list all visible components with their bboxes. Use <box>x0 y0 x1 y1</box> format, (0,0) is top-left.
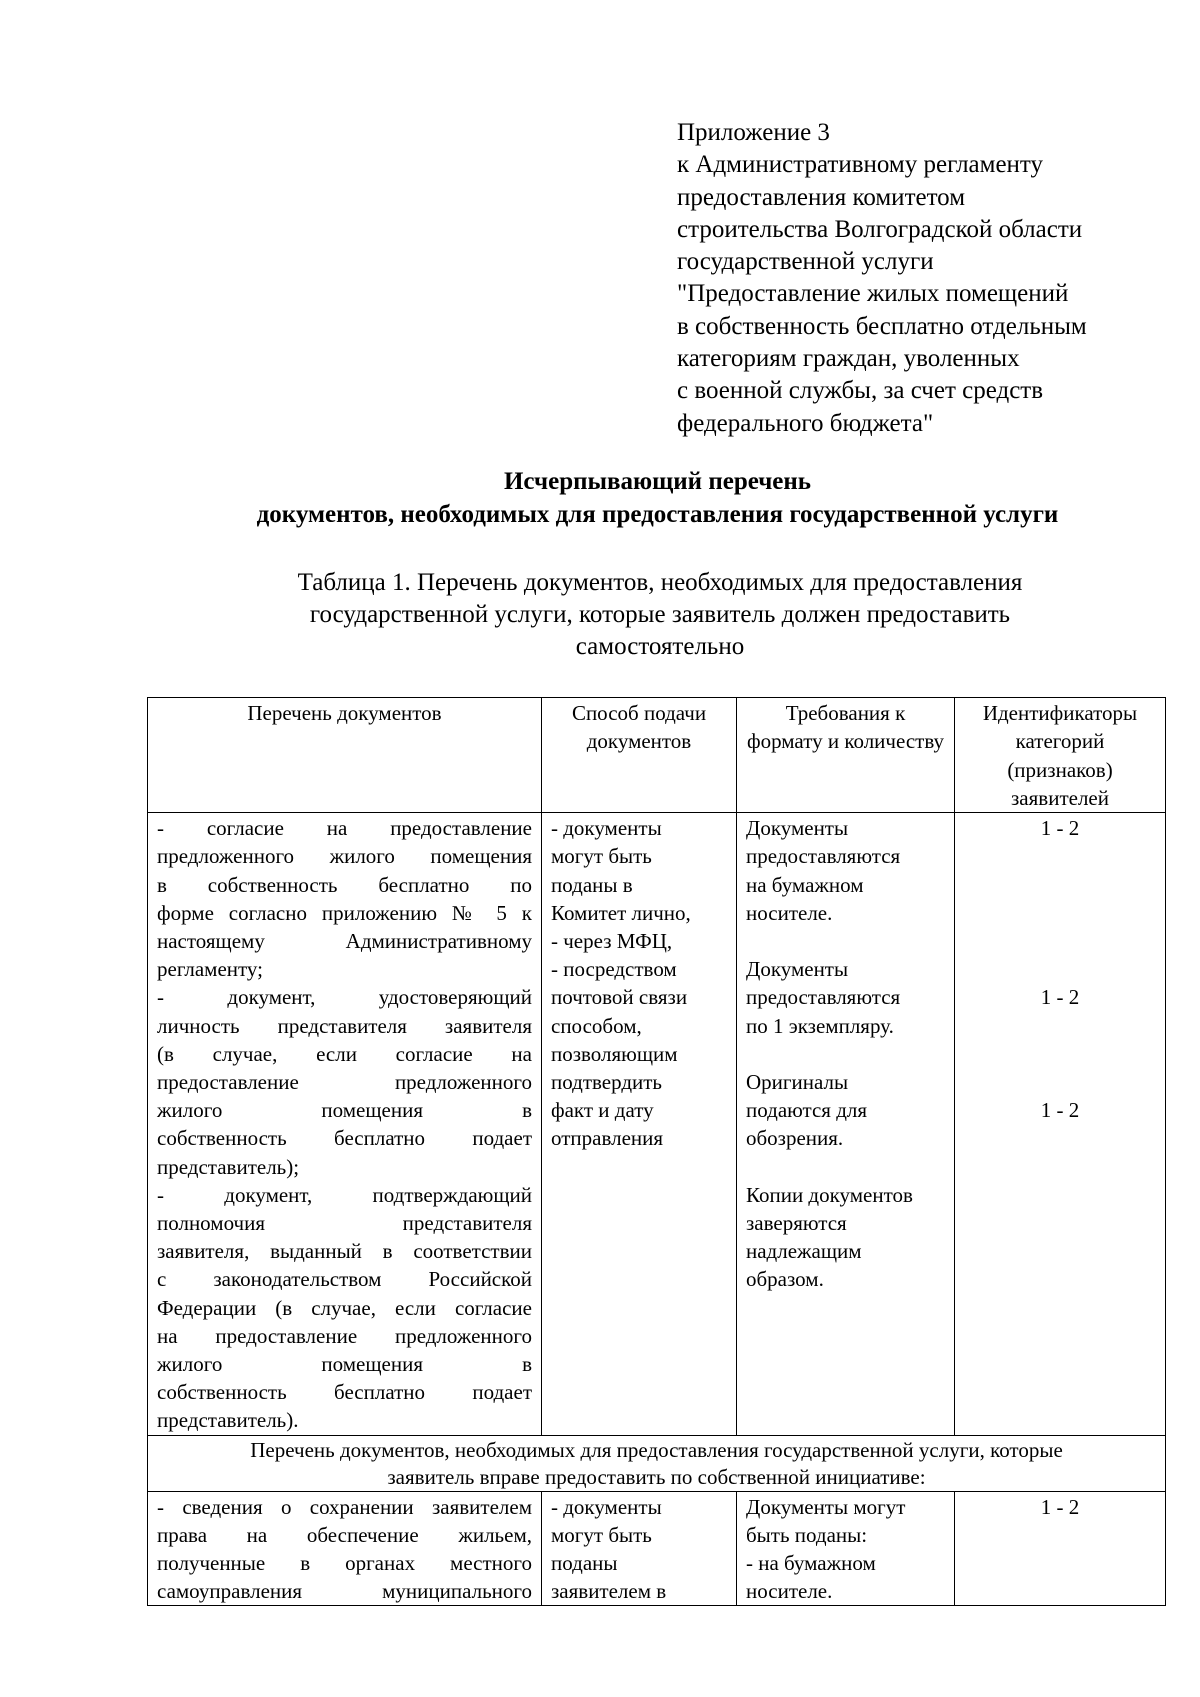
text-line: представитель); <box>157 1154 300 1179</box>
section-line-1: Перечень документов, необходимых для предоставления государственной услуги, которые <box>250 1437 1063 1462</box>
text-line: заверяются <box>746 1210 847 1235</box>
text-line: могут быть <box>551 844 652 869</box>
text-line: предоставление предложенного <box>157 1070 532 1095</box>
spacer <box>746 1040 945 1068</box>
header-applicant-ids: Идентификаторы категорий (признаков) заявителей <box>955 698 1166 813</box>
text-line: - на бумажном <box>746 1551 876 1576</box>
caption-line-1: Таблица 1. Перечень документов, необходимых для предоставления <box>297 569 1023 596</box>
text-line: носителе. <box>746 900 833 925</box>
table-caption <box>150 567 1170 663</box>
text-line: Федерации (в случае, если согласие <box>157 1295 532 1320</box>
text-line: позволяющим <box>551 1041 678 1066</box>
table-row <box>148 813 1166 1435</box>
text-line: предложенного жилого помещения <box>157 844 532 869</box>
requirements-cell <box>737 1491 955 1606</box>
text-line: предоставляются <box>746 844 901 869</box>
method-cell <box>542 1491 737 1606</box>
appendix-line: Приложение 3 <box>677 119 830 146</box>
text-line: отправления <box>551 1126 664 1151</box>
text-line: регламенту; <box>157 957 263 982</box>
text-line: Документы <box>746 957 849 982</box>
text-line: - документ, удостоверяющий <box>157 985 532 1010</box>
section-header-cell <box>148 1435 1166 1491</box>
text-line: Документы могут <box>746 1494 906 1519</box>
documents-cell <box>148 1491 542 1606</box>
text-line: заявителя, выданный в соответствии <box>157 1239 532 1264</box>
text-line: Комитет лично, <box>551 900 691 925</box>
text-line: могут быть <box>551 1522 652 1547</box>
text-line: - согласие на предоставление <box>157 816 532 841</box>
text-line: - документы <box>551 1494 662 1519</box>
text-line: носителе. <box>746 1579 833 1604</box>
text-line: факт и дату <box>551 1098 654 1123</box>
text-line: (в случае, если согласие на <box>157 1041 532 1066</box>
text-line: - документ, подтверждающий <box>157 1182 532 1207</box>
table-header-row <box>148 698 1166 813</box>
appendix-line: категориям граждан, уволенных <box>677 345 1020 373</box>
text-line: - сведения о сохранении заявителем <box>157 1494 532 1519</box>
text-line: быть поданы: <box>746 1522 868 1547</box>
title-line-2: документов, необходимых для предоставления государственной услуги <box>256 501 1059 528</box>
spacer <box>964 1012 1156 1040</box>
text-line: в собственность бесплатно по <box>157 872 532 897</box>
text-line: подтвердить <box>551 1070 663 1095</box>
method-cell <box>542 813 737 1435</box>
text-line: на бумажном <box>746 872 864 897</box>
spacer <box>964 899 1156 927</box>
appendix-line: с военной службы, за счет средств <box>677 377 1044 405</box>
text-line: форме согласно приложению № 5 к <box>157 900 532 925</box>
appendix-header <box>677 117 1177 440</box>
text-line: Копии документов <box>746 1182 913 1207</box>
documents-table <box>147 697 1166 1606</box>
documents-cell <box>148 813 542 1435</box>
text-line: Оригиналы <box>746 1069 849 1094</box>
text-line: способом, <box>551 1013 642 1038</box>
text-line: Документы <box>746 816 849 841</box>
appendix-line: строительства Волгоградской области <box>677 215 1083 243</box>
text-line: образом. <box>746 1267 824 1292</box>
spacer <box>964 1068 1156 1096</box>
requirements-cell <box>737 813 955 1435</box>
text-line: полномочия представителя <box>157 1211 532 1236</box>
spacer <box>964 871 1156 899</box>
text-line: собственность бесплатно подает <box>157 1380 532 1405</box>
text-line: почтовой связи <box>551 985 688 1010</box>
title-line-1: Исчерпывающий перечень <box>503 468 812 495</box>
text-line: поданы <box>551 1551 618 1576</box>
text-line: по 1 экземпляру. <box>746 1013 894 1038</box>
id-value: 1 - 2 <box>1040 816 1080 841</box>
text-line: надлежащим <box>746 1239 862 1264</box>
appendix-line: "Предоставление жилых помещений <box>677 280 1069 308</box>
text-line: обозрения. <box>746 1126 844 1151</box>
spacer <box>964 927 1156 955</box>
text-line: поданы в <box>551 872 633 897</box>
applicant-ids-cell <box>955 1491 1166 1606</box>
section-header-row <box>148 1435 1166 1491</box>
text-line: жилого помещения в <box>157 1352 532 1377</box>
text-line: подаются для <box>746 1098 868 1123</box>
spacer <box>964 842 1156 870</box>
text-line: - через МФЦ, <box>551 929 673 953</box>
section-line-2: заявитель вправе предоставить по собственной инициативе: <box>387 1464 926 1489</box>
id-value: 1 - 2 <box>1040 985 1080 1010</box>
appendix-line: государственной услуги <box>677 248 934 276</box>
text-line: собственность бесплатно подает <box>157 1126 532 1151</box>
id-value: 1 - 2 <box>1040 1098 1080 1123</box>
appendix-line: в собственность бесплатно отдельным <box>677 312 1087 340</box>
spacer <box>964 1040 1156 1068</box>
text-line: самоуправления муниципального <box>157 1579 532 1604</box>
appendix-line: к Административному регламенту <box>677 151 1044 179</box>
appendix-line: федерального бюджета" <box>677 409 934 437</box>
text-line: с законодательством Российской <box>157 1267 532 1292</box>
document-title <box>120 465 1195 531</box>
text-line: жилого помещения в <box>157 1098 532 1123</box>
text-line: заявителем в <box>551 1579 667 1604</box>
text-line: личность представителя заявителя <box>157 1013 532 1038</box>
applicant-ids-cell <box>955 813 1166 1435</box>
text-line: - посредством <box>551 957 677 982</box>
text-line: настоящему Административному <box>157 929 532 953</box>
spacer <box>964 955 1156 983</box>
text-line: представитель). <box>157 1408 299 1433</box>
caption-line-3: самостоятельно <box>575 633 745 660</box>
id-value: 1 - 2 <box>1040 1494 1080 1519</box>
text-line: полученные в органах местного <box>157 1551 532 1576</box>
spacer <box>746 1153 945 1181</box>
text-line: - документы <box>551 816 662 841</box>
header-documents: Перечень документов <box>148 698 542 813</box>
spacer <box>746 927 945 955</box>
text-line: на предоставление предложенного <box>157 1323 532 1348</box>
header-method: Способ подачи документов <box>542 698 737 813</box>
header-requirements: Требования к формату и количеству <box>737 698 955 813</box>
caption-line-2: государственной услуги, которые заявитель должен предоставить <box>309 601 1011 628</box>
table-row <box>148 1491 1166 1606</box>
appendix-line: предоставления комитетом <box>677 183 966 211</box>
text-line: предоставляются <box>746 985 901 1010</box>
text-line: права на обеспечение жильем, <box>157 1522 532 1547</box>
